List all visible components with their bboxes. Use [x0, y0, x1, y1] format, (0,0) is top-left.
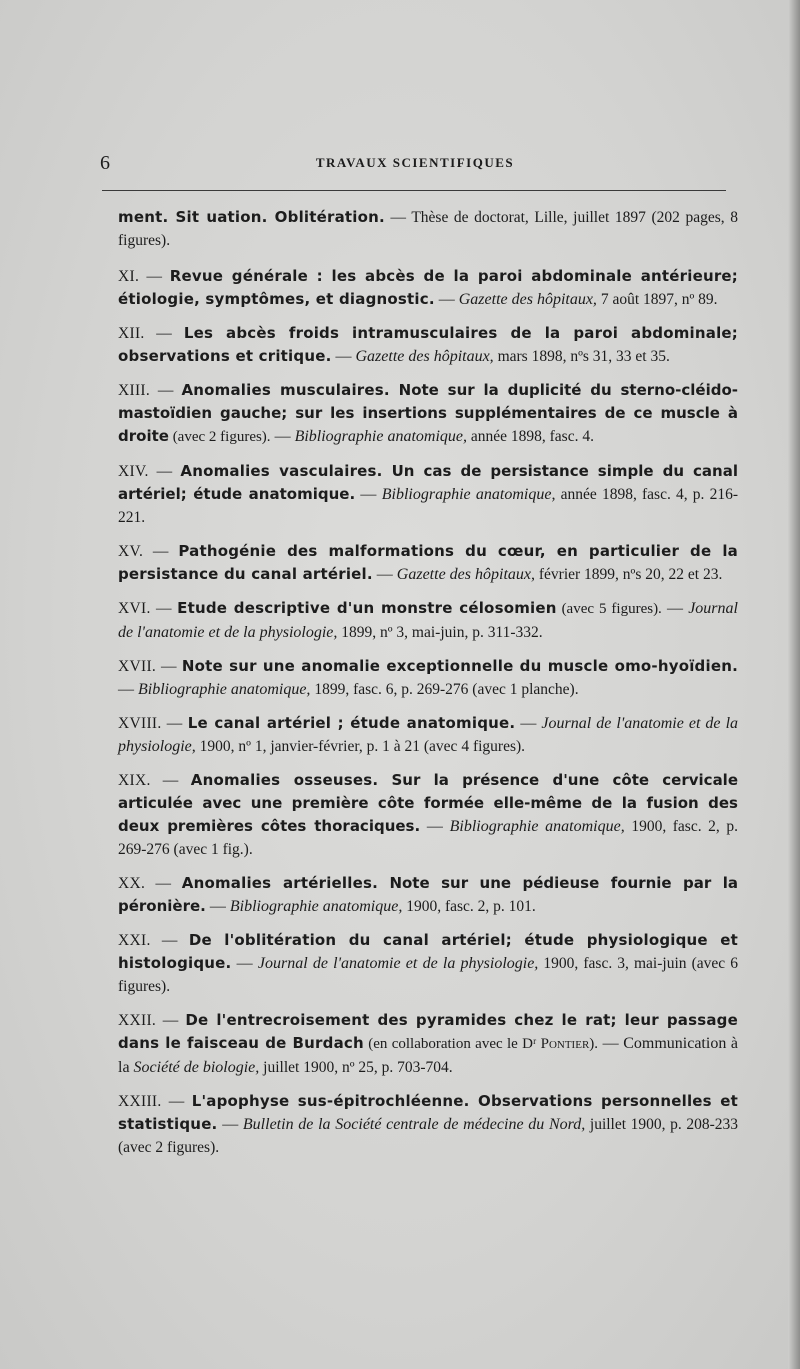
entry-xxii [118, 1009, 738, 1079]
entry-publication: Journal de l'anatomie et de la physiologie, [118, 600, 738, 641]
entry-number: XVII. — [118, 658, 182, 675]
entry-note-name: Pontier [540, 1036, 590, 1052]
entry-title: Note sur une anomalie exceptionnelle du muscle omo-hyoïdien. [181, 657, 738, 675]
entry-ref: février 1899, nºs 20, 22 et 23. [535, 566, 723, 583]
entry-title: De l'oblitération du canal artériel; étude physiologique et histologique. [118, 931, 738, 972]
entry-dash: — [205, 898, 230, 915]
entry-ref: 7 août 1897, nº 89. [596, 291, 718, 308]
entry-ref: mars 1898, nºs 31, 33 et 35. [493, 348, 670, 365]
entry-number: XX. — [118, 875, 182, 892]
entry-ref: juillet 1900, p. 208-233 (avec 2 figures). [118, 1116, 738, 1156]
entry-title: De l'entrecroisement des pyramides chez le rat; leur passage dans le faisceau de Burdach [118, 1011, 738, 1052]
entry-publication: Société de biologie, [133, 1059, 260, 1076]
entry-number: XI. — [118, 268, 170, 285]
entry-publication: Gazette des hôpitaux, [396, 566, 535, 583]
entry-number: XIII. — [118, 382, 182, 399]
entry-publication: Bulletin de la Société centrale de médecine du Nord, [242, 1116, 586, 1133]
entry-note-end: ). [589, 1036, 599, 1052]
page-header [100, 150, 730, 180]
entry-publication: Bibliographie anatomique, [138, 681, 311, 698]
entry-dash: — Communication à la [118, 1035, 739, 1076]
entry-description: Un cas de persistance simple du canal artériel; étude anatomique. [118, 462, 738, 503]
entry-title: ment. Sit uation. Oblitération. [118, 208, 385, 226]
entry-title: Le canal artériel ; étude anatomique. [187, 714, 516, 732]
page-number: 6 [100, 152, 110, 174]
entry-number: XII. — [118, 325, 184, 342]
entry-ref: 1900, fasc. 3, mai-juin (avec 6 figures). [118, 955, 738, 995]
entry-publication: Bibliographie anatomique, [294, 428, 467, 445]
entry-number: XIV. — [118, 463, 181, 480]
entry-title: L'apophyse sus-épitrochléenne. Observations personnelles et statistique. [118, 1092, 738, 1133]
entry-xi [118, 265, 738, 311]
entry-number: XXIII. — [118, 1093, 192, 1110]
entry-xix [118, 769, 738, 861]
entry-note: (en collaboration avec le Dʳ [363, 1036, 541, 1052]
entry-description: Note sur la duplicité du sterno-cléido-mastoïdien gauche; sur les insertions supplémentaires de ce muscle à droite [118, 381, 738, 445]
entry-xv [118, 540, 738, 586]
entry-dash: — [372, 566, 397, 583]
entry-publication: Journal de l'anatomie et de la physiologie, [118, 715, 739, 755]
entry-dash: — [118, 681, 138, 698]
entry-xxi [118, 929, 738, 998]
entry-dash: — [217, 1116, 243, 1133]
page-edge-shadow [788, 0, 800, 1369]
entry-title: Anomalies artérielles. [181, 874, 378, 892]
entry-note: (avec 5 figures). [556, 601, 662, 617]
entry-title: Anomalies musculaires. [181, 381, 390, 399]
entry-note: (avec 2 figures). [168, 429, 271, 445]
entry-xx [118, 872, 738, 918]
entry-xii [118, 322, 738, 368]
entry-publication: Journal de l'anatomie et de la physiologie, [257, 955, 539, 972]
entry-dash: — [270, 428, 295, 445]
header-rule [102, 190, 726, 191]
entry-dash: — [231, 955, 258, 972]
publication-list [118, 206, 738, 1170]
entry-ref: — Thèse de doctorat, Lille, juillet 1897 (202 pages, 8 figures). [118, 209, 738, 249]
entry-title: Les abcès froids intramusculaires de la paroi abdominale; observations et critique. [118, 324, 738, 365]
entry-dash: — [515, 715, 542, 732]
entry-description: Note sur une pédieuse fournie par la péronière. [118, 874, 738, 915]
entry-xiv [118, 460, 738, 529]
entry-number: XIX. — [118, 772, 191, 789]
entry-title: Revue générale : les abcès de la paroi abdominale antérieure; étiologie, symptômes, et diagnostic. [118, 267, 738, 308]
entry-ref: 1899, fasc. 6, p. 269-276 (avec 1 planche). [310, 681, 579, 698]
entry-ref: juillet 1900, nº 25, p. 703-704. [259, 1059, 453, 1076]
running-title: TRAVAUX SCIENTIFIQUES [315, 155, 515, 170]
entry-title: Anomalies vasculaires. [180, 462, 383, 480]
entry-title: Anomalies osseuses. [190, 771, 379, 789]
entry-xviii [118, 712, 738, 758]
entry-dash: — [355, 486, 382, 503]
entry-publication: Bibliographie anatomique, [229, 898, 403, 915]
entry-number: XV. — [118, 543, 179, 560]
entry-publication: Bibliographie anatomique, [381, 486, 556, 503]
entry-number: XVI. — [118, 600, 178, 617]
entry-description: Sur la présence d'une côte cervicale articulée avec une première côte formée elle-même de la fusion des deux premières côtes thoraciques. [118, 771, 739, 835]
entry-ref: 1900, fasc. 2, p. 101. [402, 898, 536, 915]
entry-xvi [118, 597, 738, 644]
entry-title: Pathogénie des malformations du cœur, en particulier de la persistance du canal artériel. [118, 542, 738, 583]
entry-number: XVIII. — [118, 715, 188, 732]
entry-continuation [118, 206, 738, 252]
entry-dash: — [331, 348, 356, 365]
entry-ref: 1900, nº 1, janvier-février, p. 1 à 21 (avec 4 figures). [195, 738, 526, 755]
entry-number: XXII. — [118, 1012, 186, 1029]
entry-dash: — [420, 818, 450, 835]
entry-dash: — [661, 600, 689, 617]
entry-ref: 1899, nº 3, mai-juin, p. 311-332. [337, 624, 543, 641]
entry-publication: Bibliographie anatomique, [449, 818, 625, 835]
entry-publication: Gazette des hôpitaux, [458, 291, 597, 308]
entry-ref: 1900, fasc. 2, p. 269-276 (avec 1 fig.). [118, 818, 738, 858]
entry-ref: année 1898, fasc. 4. [467, 428, 594, 445]
entry-publication: Gazette des hôpitaux, [355, 348, 494, 365]
entry-title: Etude descriptive d'un monstre célosomien [177, 599, 557, 617]
entry-dash: — [434, 291, 459, 308]
entry-ref: année 1898, fasc. 4, p. 216-221. [118, 486, 738, 526]
entry-xxiii [118, 1090, 738, 1159]
entry-xvii [118, 655, 738, 701]
entry-xiii [118, 379, 738, 449]
entry-number: XXI. — [118, 932, 189, 949]
